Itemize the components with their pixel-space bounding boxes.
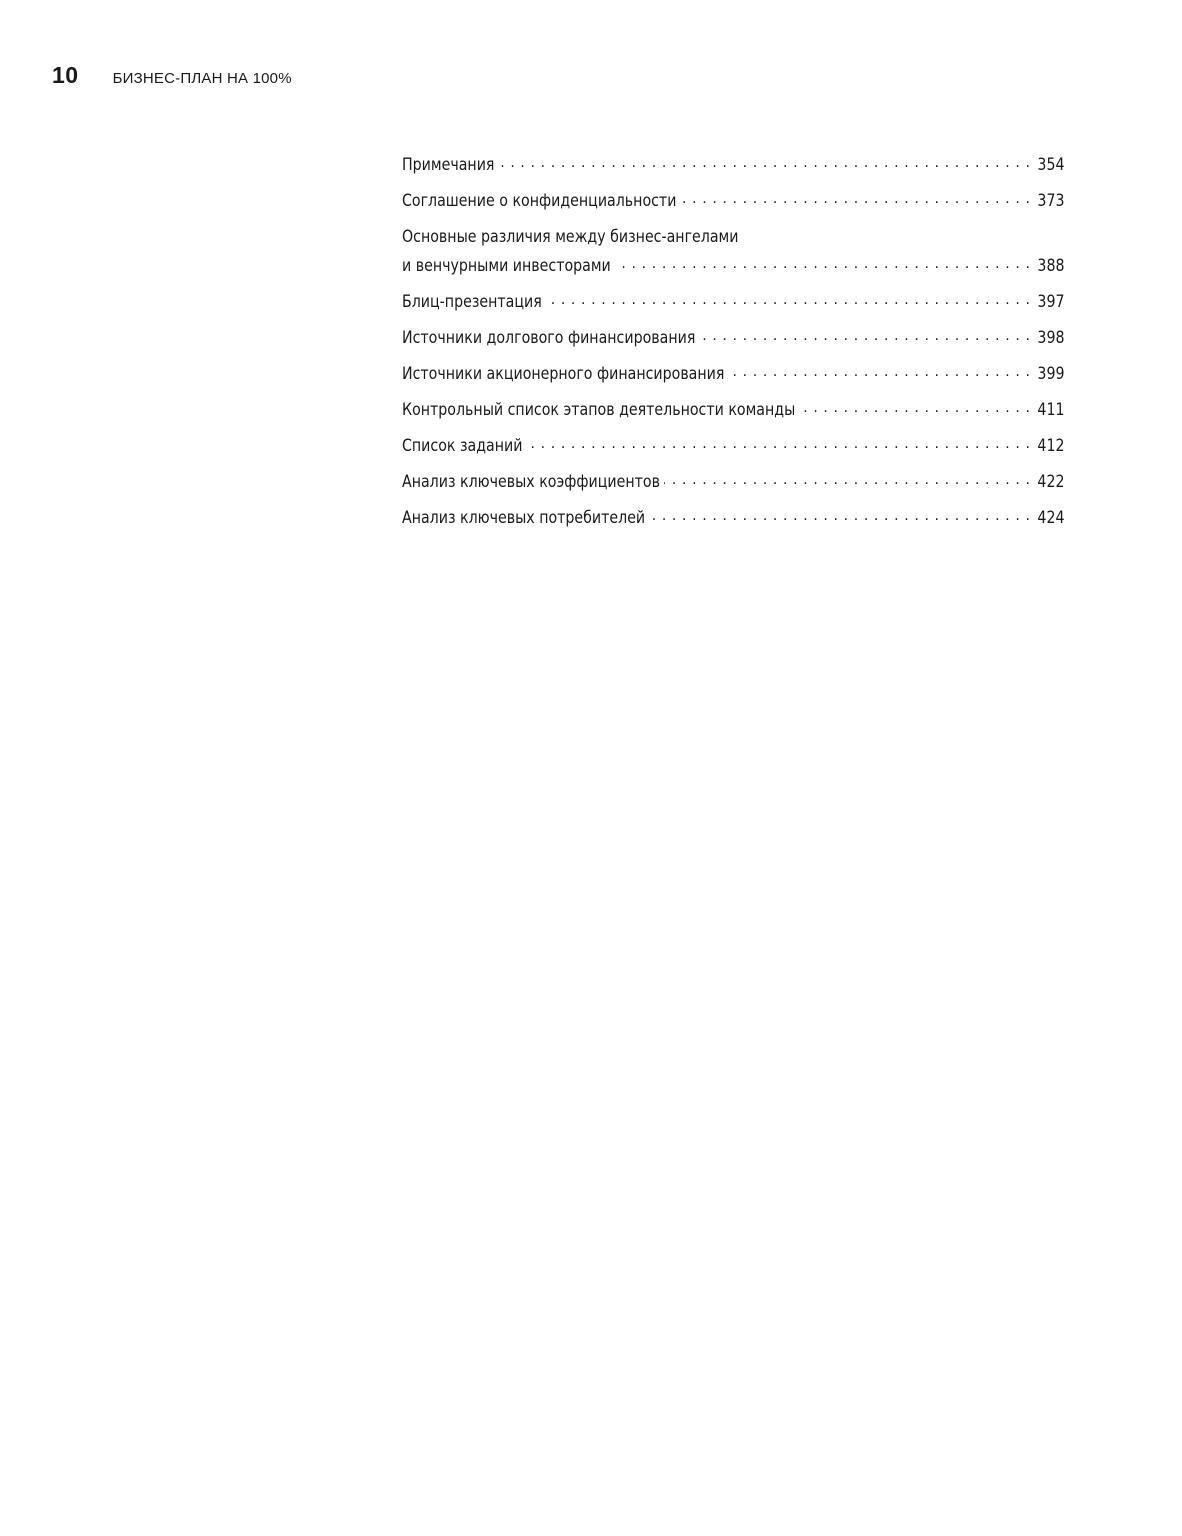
toc-entry-key-customers[interactable] [402,503,1064,532]
toc-entry-title-line1: Основные различия между бизнес-ангелами [402,227,739,246]
toc-entry-page: 397 [1036,292,1064,311]
toc-entry-title: Анализ ключевых коэффициентов [402,472,660,491]
toc-entry-debt-financing[interactable] [402,323,1064,352]
toc-entry-page: 411 [1036,400,1064,419]
toc-leader-dots [649,507,1030,524]
toc-entry-title: Источники акционерного финансирования [402,364,725,383]
toc-entry-angels-vs-vc[interactable] [402,222,1064,280]
toc-entry-blitz-pitch[interactable] [402,287,1064,316]
toc-entry-title: Соглашение о конфиденциальности [402,191,677,210]
toc-leader-dots [728,363,1030,380]
toc-leader-dots [546,291,1031,308]
running-head [52,62,292,92]
toc-entry-title: Источники долгового финансирования [402,328,696,347]
toc-entry-nda[interactable] [402,186,1064,215]
toc-entry-notes[interactable] [402,150,1064,179]
toc-leader-dots [526,435,1030,452]
table-of-contents [402,150,1064,539]
toc-entry-page: 354 [1036,155,1064,174]
toc-leader-dots [680,190,1030,207]
toc-entry-title: Блиц-презентация [402,292,542,311]
toc-entry-equity-financing[interactable] [402,359,1064,388]
toc-leader-dots [615,255,1031,272]
toc-entry-page: 422 [1036,472,1064,491]
toc-entry-page: 388 [1036,256,1064,275]
toc-entry-page: 412 [1036,436,1064,455]
toc-leader-dots [799,399,1030,416]
toc-entry-title: Контрольный список этапов деятельности команды [402,400,796,419]
toc-entry-page: 373 [1036,191,1064,210]
toc-entry-page: 398 [1036,328,1064,347]
book-title: БИЗНЕС-ПЛАН НА 100% [112,70,292,87]
toc-entry-title: Анализ ключевых потребителей [402,508,646,527]
page-number: 10 [52,62,79,88]
toc-entry-page: 399 [1036,364,1064,383]
toc-entry-key-ratios[interactable] [402,467,1064,496]
toc-entry-task-list[interactable] [402,431,1064,460]
toc-entry-team-checklist[interactable] [402,395,1064,424]
toc-entry-title: и венчурными инвесторами [402,256,611,275]
toc-entry-page: 424 [1036,508,1064,527]
toc-leader-dots [664,471,1031,488]
toc-leader-dots [699,327,1030,344]
toc-entry-title: Примечания [402,155,495,174]
toc-entry-title: Список заданий [402,436,523,455]
toc-leader-dots [498,154,1030,171]
